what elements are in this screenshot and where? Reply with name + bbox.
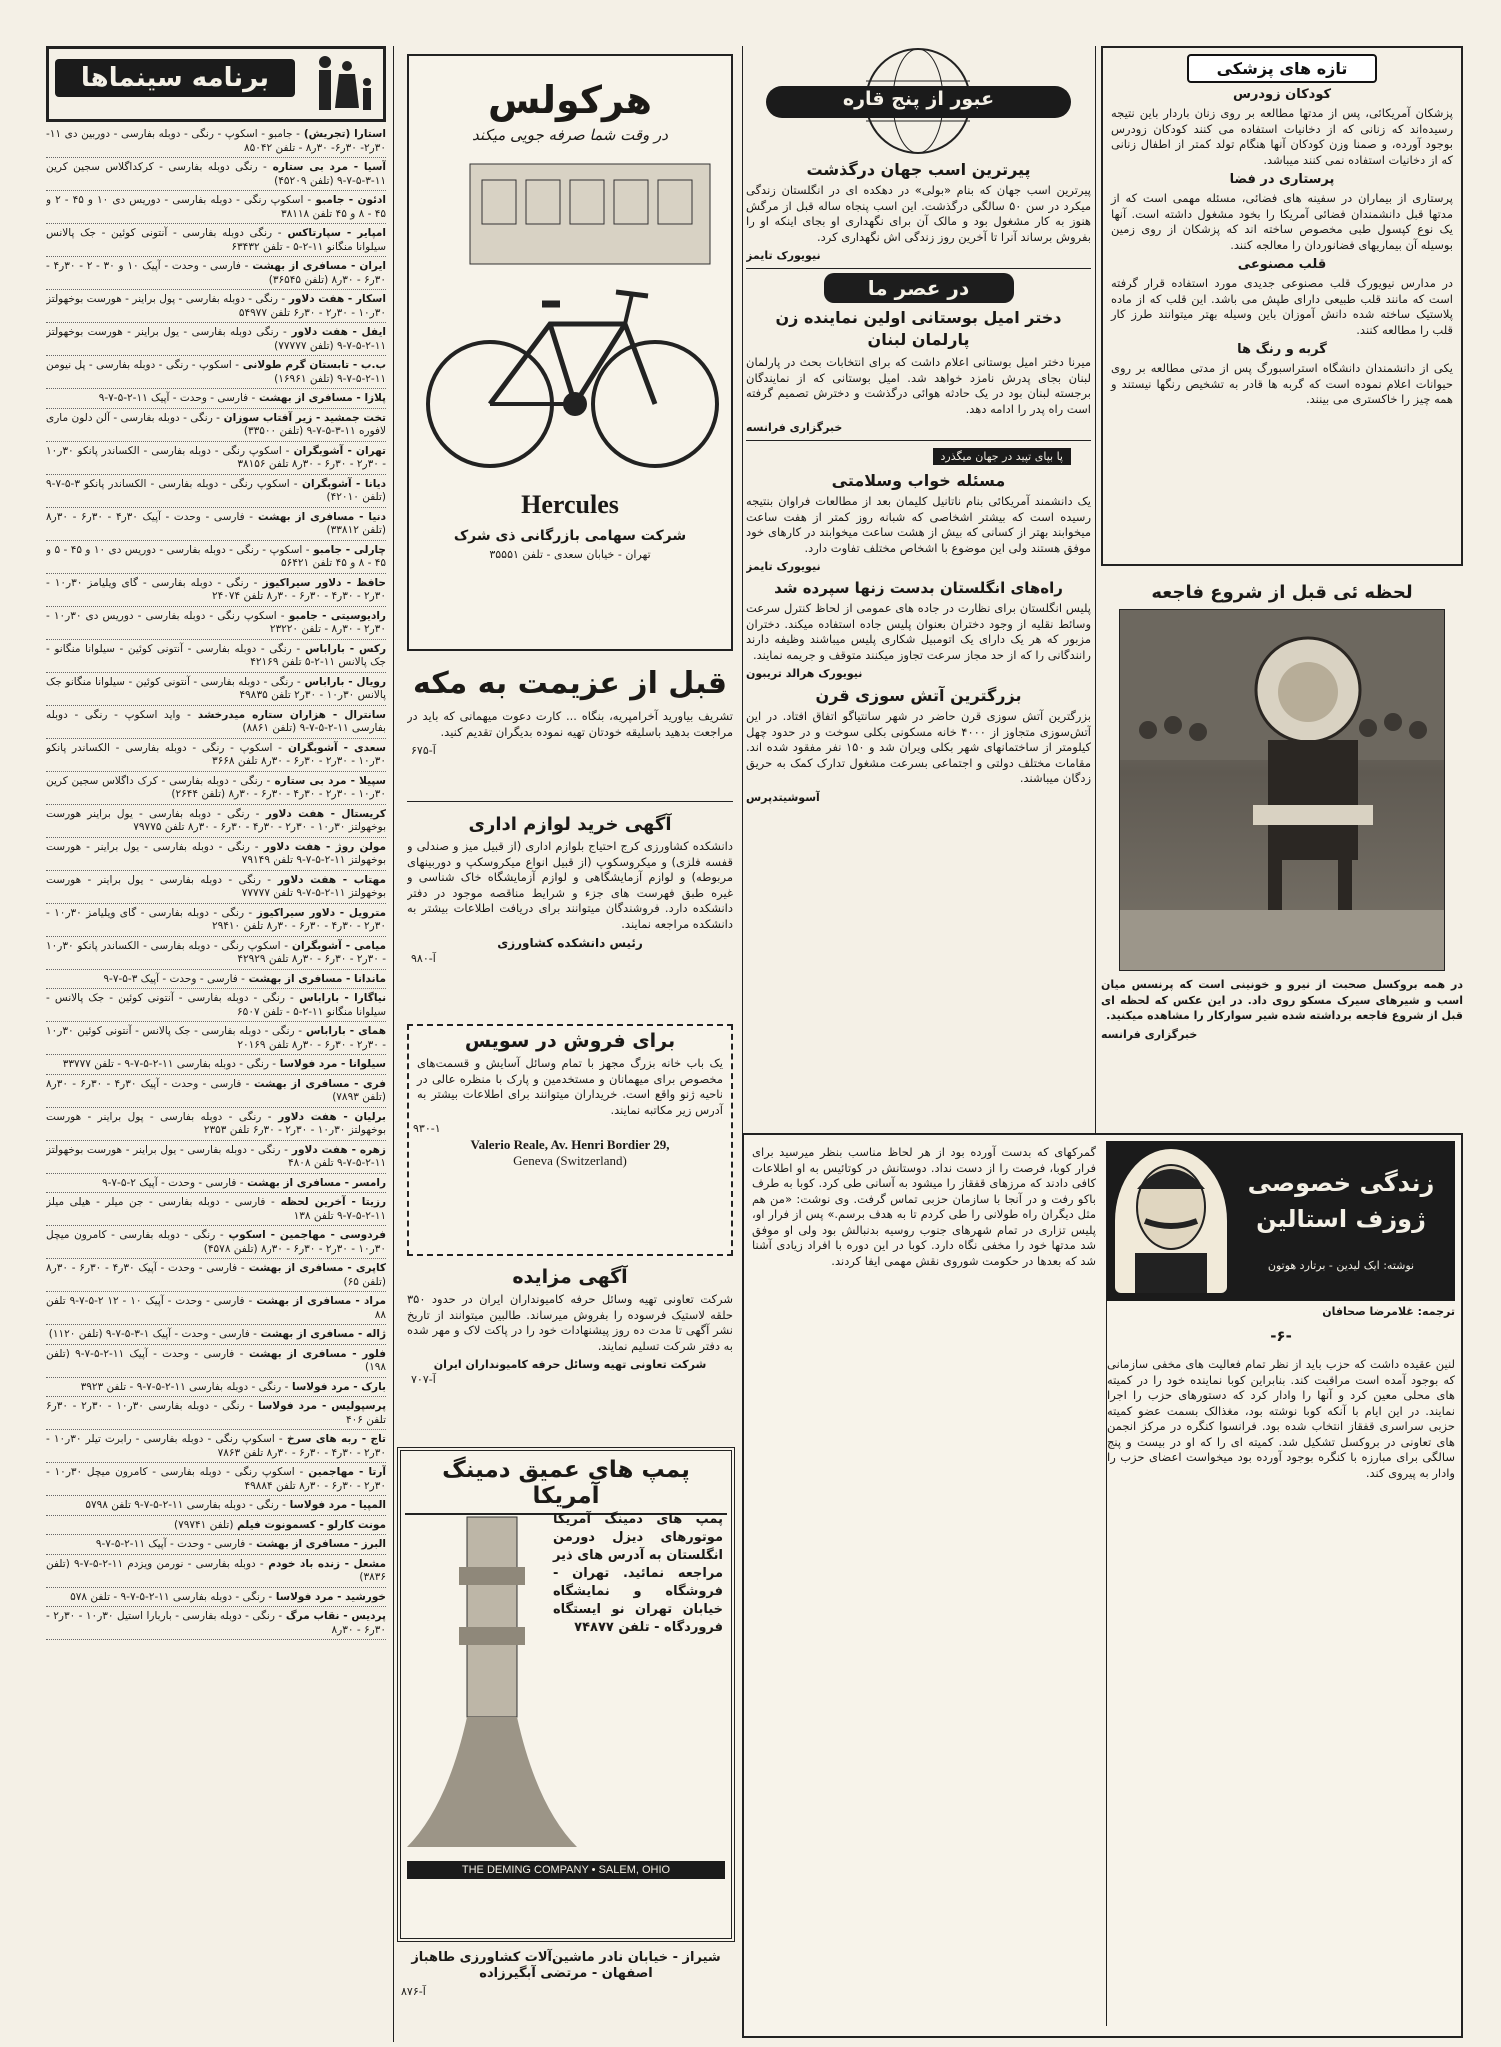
cinema-name: استارا (تجریش) <box>299 128 386 140</box>
cinema-details: - اسکوپ رنگی - دوبله بفارسی - الکساندر پانکو ۳-۵-۷-۹ (تلفن ۴۲۰۱۰) <box>46 477 386 503</box>
cinema-listing <box>46 511 386 541</box>
cinema-name: سپیلا - مرد بی ستاره <box>270 774 386 787</box>
pumps-code: آ-۸۷۶ <box>401 1985 426 1998</box>
swiss-address-line2: Geneva (Switzerland) <box>513 1153 627 1168</box>
cinema-name: ایران - مسافری از بهشت <box>248 260 386 272</box>
pumps-agents: شیراز - خیابان نادر ماشین‌آلات کشاورزی طاهباز اصفهان - مرتضی آبگیرزاده <box>411 1950 721 1981</box>
cinema-details: - فارسی - وحدت - آپیک ۳۰ر۴ - ۳۰ر۶ - ۳۰ر۸ (تلفن ۳۳۸۱۲) <box>46 510 386 536</box>
cinema-details: - رنگی - دوبله بفارسی - گای ویلیامز ۳۰ر۱۰ - ۳۰ر۲ - ۳۰ر۴ - ۳۰ر۶ - ۳۰ر۸ تلفن ۲۹۴۱۰ <box>46 906 386 932</box>
stalin-serial <box>742 1133 1463 2038</box>
tender-signature: رئیس دانشکده کشاورزی <box>497 936 643 950</box>
cinema-name: آرتا - مهاجمین <box>303 1466 386 1478</box>
cinema-listing <box>46 1400 386 1430</box>
cinema-name: مشعل - زنده باد خودم <box>263 1557 386 1570</box>
cinema-details: - فارسی - وحدت - آپیک ۱۰ - ۱۲ ۲-۵-۷-۹ تلفن ۸۸ <box>46 1295 386 1321</box>
cinema-listing <box>46 577 386 607</box>
cinema-name: فلور - مسافری از بهشت <box>243 1347 386 1360</box>
lion-photo-image <box>1119 610 1444 970</box>
medical-heading-heart: قلب مصنوعی <box>1237 257 1327 272</box>
medical-text-heart: در مدارس نیویورک قلب مصنوعی جدیدی مورد استفاده قرار گرفته است که مانند قلب طبیعی دارای طپش می باشد. این قلب که از ماده پلاستیک ساخته شده دانش آموزان باین وسیله بهتر میتوانند طرز کار قلب را مطالعه کنند. <box>1111 276 1453 337</box>
cinema-listing <box>46 1558 386 1588</box>
cinema-details: - رنگی - دوبله بفارسی - جک پالانس - آنتونی کوئین ۳۰ر۱۰ - ۳۰ر۲ - ۳۰ر۶ - ۳۰ر۸ تلفن ۲۰۱۶۹ <box>46 1025 386 1051</box>
mecca-code: آ-۶۷۵ <box>411 744 436 757</box>
cinema-listing <box>46 742 386 772</box>
cinema-listing <box>46 1466 386 1496</box>
tender-code: آ-۹۸۰ <box>411 952 436 965</box>
swiss-text: یک باب خانه بزرگ مجهز با تمام وسائل آسایش و قسمت‌های مخصوص برای میهمانان و مستخدمین و پارک با منظره عالی در ناحیه ژنو واقع است. خریداران میتوانند برای اطلاعات بیشتر به آدرس زیر مکاتبه نمایند. <box>417 1056 723 1117</box>
cinema-name: نیاگارا - باراباس <box>293 992 386 1004</box>
cinema-listing <box>46 1058 386 1075</box>
lion-title: لحظه ئی قبل از شروع فاجعه <box>1151 582 1413 603</box>
cinema-listing <box>46 610 386 640</box>
cinema-listing <box>46 1348 386 1378</box>
cinema-details: - فارسی - وحدت - آپیک ۱۱-۲-۵-۷-۹ <box>98 392 256 404</box>
cinema-name: سیلوانا - مرد فولاسا <box>276 1058 386 1070</box>
cinema-details: - رنگی دوبله بفارسی - کرکداگلاس سجین کرین ۱۱-۳-۵-۷-۹ (تلفن ۴۵۲۰۹) <box>46 161 386 187</box>
cinema-title: برنامه سینماها <box>55 59 295 97</box>
cinema-details: - رنگی - دوبله بفارسی - آنتونی کوئین - سیلوانا منگانو جک پالانس ۳۰ر۱۰ - ۳۰ر۲ تلفن ۴۹۸۳۵ <box>46 675 386 701</box>
cinema-details: - اسکوپ رنگی - دوبله بفارسی - کامرون میچل ۳۰ر۱۰ - ۳۰ر۲ - ۳۰ر۶ - ۳۰ر۸ تلفن ۴۹۸۸۴ <box>46 1466 386 1492</box>
horse-source: نیویورک تایمز <box>746 249 821 262</box>
cinema-name: مهتاب - هفت دلاور <box>271 873 386 886</box>
cinema-listing <box>46 1610 386 1640</box>
cinema-details: - اسکوپ - رنگی - دوبله بفارسی - پل نیومن ۱۱-۲-۵-۷-۹ (تلفن ۱۶۹۶۱) <box>46 359 386 385</box>
stalin-translator: ترجمه: غلامرضا صحافان <box>1322 1305 1455 1318</box>
cinema-details: - واید اسکوپ - رنگی - دوبله بفارسی ۱۱-۲-۵-۷-۹ (تلفن ۸۸۶۱) <box>46 708 386 734</box>
cinema-details: - رنگی - دوبله بفارسی ۱۱-۲-۵-۷-۹ - تلفن ۳۹۲۳ <box>80 1380 289 1393</box>
cinema-listing <box>46 412 386 442</box>
cinema-listing <box>46 676 386 706</box>
cinema-listing <box>46 940 386 970</box>
cinema-listing <box>46 194 386 224</box>
cinema-details: - فارسی - وحدت - آپیک ۱۱-۲-۵-۷-۹ <box>95 1538 253 1550</box>
cinema-listing <box>46 1111 386 1141</box>
cinema-details: - فارسی - وحدت - آپیک ۱۰ و ۳۰ - ۲ - ۳۰ر۴ - ۳۰ر۶ - ۳۰ر۸ (تلفن ۳۶۵۴۵) <box>46 260 386 286</box>
medical-heading-cats: گربه و رنگ ها <box>1237 342 1327 357</box>
cinema-details: - رنگی - دوبله بفارسی - کامرون میچل ۳۰ر۱۰ - ۳۰ر۲ - ۳۰ر۶ - ۳۰ر۸ (تلفن ۴۵۷۸) <box>46 1229 386 1255</box>
stalin-portrait <box>1115 1149 1227 1293</box>
bicycle-image <box>410 154 730 484</box>
tender-text: دانشکده کشاورزی کرج احتیاج بلوازم اداری (از قبیل میز و صندلی و قفسه فلزی) و میکروسکوپ (از قبیل انواع میکروسکپ و دوربینهای مربوطه) و لوازم آزمایشگاهی و لوازم آزمایشگاه خاک شناسی و غیره طبق فهرست های جزء و شرایط مناقصه موجود در دفتر دانشکده دارد. فروشندگان میتوانند برای دریافت اطلاعات بیشتر به دانشکده مراجعه نمایند. <box>407 839 733 931</box>
hercules-address: تهران - خیابان سعدی - تلفن ۳۵۵۵۱ <box>489 548 651 561</box>
hercules-agent: شرکت سهامی بازرگانی ذی شرک <box>453 528 687 544</box>
cinema-name: چارلی - جامبو <box>309 543 386 556</box>
cinema-header <box>46 46 386 122</box>
pump-image <box>407 1507 577 1857</box>
column-rule-2 <box>742 46 743 1133</box>
cinema-name: تاج - ربه های سرخ <box>282 1433 386 1445</box>
cinema-name: پلازا - مسافری از بهشت <box>255 392 386 404</box>
roads-text: پلیس انگلستان برای نظارت در جاده های عمومی از لحاظ کنترل سرعت وسائط نقلیه از وجود دختران بعنوان پلیس جاده استفاده میکند. دختران مزبور که هر یک دارای یک اتومبیل شکاری پلیس میباشند وظیفه دارند رانندگانی را که از حد مجاز سرعت تجاوز میکنند متوقف و جریمه نمایند. <box>746 601 1091 662</box>
cinema-listing <box>46 326 386 356</box>
cinema-details: - رنگی دوبله بفارسی - یول براینر - هورست بوخهولتز ۱۱-۲-۵-۷-۹ (تلفن ۷۷۷۷۷) <box>46 326 386 352</box>
cinema-details: - فارسی - وحدت - آپیک ۱۱-۲-۵-۷-۹ (تلفن ۱۹۸) <box>46 1347 386 1373</box>
cinema-details: - فارسی - دوبله بفارسی - جن میلر - هیلی میلز ۱۱-۲-۵-۷-۹ تلفن ۱۳۸ <box>46 1196 386 1222</box>
cinema-listing <box>46 775 386 805</box>
cinema-listing <box>46 1519 386 1536</box>
sleep-source: نیویورک تایمز <box>746 560 821 573</box>
lion-caption: در همه بروکسل صحبت از نیرو و خونینی است که پرنسس میان اسب و شیرهای سیرک مسکو روی داد. در این عکس که لحظه ای قبل از شروع فاجعه برداشته شده شیر سوارکار را مشاهده میکنید. <box>1101 978 1463 1022</box>
cinema-details: - اسکوپ رنگی - دوبله بفارسی - رابرت تیلر ۳۰ر۱۰ - ۳۰ر۲ - ۳۰ر۴ - ۳۰ر۶ - ۳۰ر۸ تلفن ۷۸۶۳ <box>46 1433 386 1459</box>
cinema-listing <box>46 1196 386 1226</box>
swiss-ad <box>407 1024 733 1256</box>
cinema-name: امپایر - سپارتاکس <box>281 227 386 239</box>
hercules-title: هرکولس <box>488 78 652 122</box>
cinema-name: ماندانا - مسافری از بهشت <box>244 972 386 985</box>
cinema-listing <box>46 992 386 1022</box>
roads-source: نیویورک هرالد تریبون <box>746 667 863 680</box>
cinema-details: - رنگی - دوبله بفارسی - باربارا استیل ۳۰ر۱۰ - ۳۰ر۲ - ۳۰ر۶ - ۳۰ر۸ <box>46 1610 386 1636</box>
cinema-listing <box>46 1591 386 1608</box>
mecca-ad <box>407 662 733 802</box>
cinema-name: رکس - باراباس <box>300 642 386 655</box>
cinema-name: ایفل - هفت دلاور <box>286 326 386 338</box>
fire-source: آسوشیتدپرس <box>746 790 820 804</box>
cinema-listing <box>46 1262 386 1292</box>
family-icon <box>307 52 377 114</box>
cinema-name: اسکار - هفت دلاور <box>285 293 386 305</box>
era-title: دختر امیل بوستانی اولین نماینده زن پارلمان لبنان <box>775 308 1062 349</box>
cinema-listing <box>46 445 386 475</box>
cinema-listing <box>46 874 386 904</box>
cinema-details: - رنگی - دوبله بفارسی - کرک داگلاس سجین کرین ۳۰ر۱۰ - ۳۰ر۲ - ۳۰ر۴ - ۳۰ر۶ - ۳۰ر۸ (تلفن ۲۶۴۴) <box>46 774 386 800</box>
stalin-portrait-image <box>1115 1149 1227 1293</box>
cinema-details: - فارسی - وحدت - آپیک ۳-۵-۷-۹ <box>103 972 245 985</box>
cinema-details: - فارسی - وحدت - آپیک ۲-۵-۷-۹ <box>101 1176 244 1189</box>
auction-title: آگهی مزایده <box>512 1266 628 1288</box>
cinema-details: - رنگی - دوبله بفارسی - یول براینر - هورست بوخهولتز ۱۱-۲-۵-۷-۹ تلفن ۴۸۰۸ <box>46 1143 386 1169</box>
swiss-code: ۹۳۰-۱ <box>413 1122 441 1135</box>
era-source: خبرگزاری فرانسه <box>746 421 843 434</box>
stalin-header <box>1107 1141 1455 1301</box>
cinema-details: - فارسی - وحدت - آپیک ۳۰ر۴ - ۳۰ر۶ - ۳۰ر۸ (تلفن ۶۵) <box>46 1262 386 1288</box>
stalin-text-col2: گمرکهای که بدست آورده بود از هر لحاظ مناسب بنظر میرسید برای فرار کوبا، فرصت را از دست نداد. دوستانش در کوتائیس به او اطلاعات کافی دادند که مرزهای قفقاز را میشود به آسانی طی کرد. کوبا به طرف باکو رفت و در آنجا با سازمان حزبی تماس گرفت. وی نوشت: «من هم مثل دیگران راه طولانی را طی کردم تا به هدف برسم.» پس از فرار او، پلیس تزاری در تمام شهرهای جنوب روسیه بدنبالش بود ولی او موفق شد مدتها خود را مخفی نگاه دارد. کوبا در این دوره با افراد زیادی آشنا شد که بعدها در حکومت شوروی نقش مهمی ایفا کردند. <box>752 1145 1096 1268</box>
medical-text-cats: یکی از دانشمندان دانشگاه استراسبورگ پس از مدتی مطالعه بر روی حیوانات اعلام نموده است که گربه ها قادر به تشخیص رنگها نیستند و همه چیز را خاکستری می بینند. <box>1111 361 1453 406</box>
cinema-details: - رنگی - دوبله بفارسی ۳۰ر۱۰ - ۳۰ر۲ - ۳۰ر۶ تلفن ۴۰۶ <box>46 1400 386 1426</box>
mecca-text: تشریف بیاورید آخرامپریه، بنگاه ... کارت دعوت میهمانی که باید در مراجعت بدهید باسلیقه خودتان تهیه نموده بدیگران تقدیم کنید. <box>407 709 733 739</box>
auction-text: شرکت تعاونی تهیه وسائل حرفه کامیونداران ایران در حدود ۳۵۰ حلقه لاستیک فرسوده را بفروش میرساند. طالبین میتوانند از تاریخ نشر آگهی تا مدت ده روز پیشنهادات خود را در پاکت لاک و مهر شده به دفتر شرکت تسلیم نمایند. <box>407 1292 733 1353</box>
cinema-details: - فارسی - وحدت - آپیک ۳۰ر۴ - ۳۰ر۶ - ۳۰ر۸ (تلفن ۷۸۹۳) <box>46 1077 386 1103</box>
cinema-name: پرسپولیس - مرد فولاسا <box>253 1400 386 1412</box>
medical-heading-premature: کودکان زودرس <box>1232 87 1332 102</box>
cinema-listing <box>46 1499 386 1516</box>
auction-ad <box>407 1262 733 1442</box>
cinema-listing <box>46 1025 386 1055</box>
era-text: میرنا دختر امیل بوستانی اعلام داشت که برای انتخابات بحث در پارلمان لبنان بجای پدرش نامزد خواهد شد. امیل بوستانی که از نمایندگان برجسته لبنان بود در یک حادثه هوائی درگذشت و دخترش تصمیم گرفته است راه پدر را ادامه دهد. <box>746 355 1091 416</box>
fire-title: بزرگترین آتش سوزی قرن <box>815 686 1022 705</box>
cinema-listing <box>46 1433 386 1463</box>
cinema-name: رویال - باراباس <box>300 675 386 688</box>
column-rule-3 <box>393 46 394 2042</box>
cinema-name: آسیا - مرد بی ستاره <box>266 161 386 173</box>
medical-heading-space: پرستاری در فضا <box>1229 172 1335 187</box>
cinema-listing <box>46 392 386 409</box>
pumps-agents-block <box>397 1944 735 2042</box>
cinema-name: برلیان - هفت دلاور <box>271 1110 386 1123</box>
stalin-title: زندگی خصوصی ژوزف استالین <box>1247 1169 1435 1233</box>
cinema-listing <box>46 841 386 871</box>
cinema-name: دنیا - مسافری از بهشت <box>253 510 386 523</box>
cinema-name: کاپری - مسافری از بهشت <box>244 1262 386 1274</box>
cinema-listing <box>46 1381 386 1398</box>
cinema-list <box>46 128 386 1640</box>
cinema-listing <box>46 1328 386 1345</box>
cinema-listing <box>46 1144 386 1174</box>
cinema-name: ب.ب - تابستان گرم طولانی <box>239 359 386 371</box>
cinema-listing <box>46 1078 386 1108</box>
cinema-details: - اسکوپ رنگی - دوبله بفارسی - دوریس دی ۱۰ و ۴۵ - ۲ و ۴۵ - ۸ و ۴۵ تلفن ۳۸۱۱۸ <box>46 194 386 220</box>
lion-source: خبرگزاری فرانسه <box>1101 1027 1198 1041</box>
cinema-name: ادئون - جامبو <box>311 194 386 206</box>
cinema-name: البرز - مسافری از بهشت <box>252 1538 386 1550</box>
medical-text-premature: پزشکان آمریکائی، پس از مدتها مطالعه بر روی زنان باردار باین نتیجه رسیده‌اند که زنانی که از دخانیات استفاده می کنند کودکان زودرس بوجود آورده، و صمنا وزن کودکان آنها هنگام تولد کمتر از اطفال زنانی که از دخانیات استفاده نمی کنند میباشد. <box>1111 106 1453 167</box>
cinema-name: دیانا - آشوبگران <box>297 477 386 490</box>
cinema-details: - فارسی - وحدت - آپیک ۱-۳-۵-۷-۹ (تلفن ۱۱۲۰) <box>48 1328 257 1340</box>
horse-banner <box>746 46 1091 156</box>
cinema-name: ژاله - مسافری از بهشت <box>256 1328 386 1340</box>
cinema-listing <box>46 1177 386 1194</box>
cinema-name: فردوسی - مهاجمین - اسکوپ <box>223 1229 386 1241</box>
cinema-listing <box>46 544 386 574</box>
cinema-listing <box>46 161 386 191</box>
column-rule-1 <box>1095 46 1096 1133</box>
cinema-name: سعدی - آشوبگران <box>281 741 386 754</box>
cinema-listing <box>46 293 386 323</box>
sleep-title: مسئله خواب وسلامتی <box>831 471 1006 490</box>
horse-text: پیرترین اسب جهان که بنام «بولی» در دهکده ای در انگلستان زندگی میکرد در سن ۵۰ سالگی درگذشت. این اسب پنجاه ساله قبل از مرگش هنوز به کار مشغول بود و مالک آن برای نگهداری او بجای اینکه او را بفروش برساند آنرا تا آخرین روز زندگی اش نگهداری کرد. <box>746 183 1091 244</box>
cinema-listing <box>46 1229 386 1259</box>
cinema-listing <box>46 643 386 673</box>
stalin-author: نوشته: ایک لیدین - برتارد هوتون <box>1267 1259 1415 1272</box>
cinema-column <box>46 46 386 2042</box>
cinema-details: - دوبله بفارسی - نورمن ویزدم ۱۱-۲-۵-۷-۹ (تلفن ۳۸۳۶) <box>46 1557 386 1583</box>
roads-title: راه‌های انگلستان بدست زنها سپرده شد <box>774 579 1063 597</box>
cinema-listing <box>46 808 386 838</box>
cinema-name: حافظ - دلاور سیراکیوز <box>257 576 386 589</box>
cinema-name: مونت کارلو - کسمونوت فیلم <box>233 1518 386 1531</box>
horse-title: پیرترین اسب جهان درگذشت <box>806 160 1031 179</box>
stalin-text-col1: لنین عقیده داشت که حزب باید از نظر تمام فعالیت های مخفی سازمانی که بوجود آمده است مراقبت کند. بنابراین کوبا نماینده خود را در کمیته های محلی معین کرد و آنها را وادار کرد که دستورهای حزب را اجرا نمایند. در این ایام با آنکه کوبا نوشته بود، مغذالک بسمت عضو کمیته حزبی سراسری قفقاز انتخاب شده بود. فرانسوا کنگره در مرکز انجمن های تعاونی در بروکسل تشکیل شد. کمیته ای را که او در بیست و پنج سالگی برای مبارزه با کنگره بوجود آورده بود میخواست اعضای حزب را وادار به پیروی کند. <box>1107 1357 1455 1480</box>
cinema-name: کریستال - هفت دلاور <box>259 807 386 820</box>
cinema-listing <box>46 1538 386 1555</box>
fire-text: بزرگترین آتش سوزی قرن حاضر در شهر سانتیاگو اتفاق افتاد. در این آتش‌سوزی متجاوز از ۴۰۰۰ خانه مسکونی بکلی سوخت و در حدود چهل کیلومتر از ساختمانهای شهر بکلی ویران شد و ۱۵۰ نفر مفقود شده اند. مقامات مختلف دولتی و اجتماعی بسرعت مشغول تدارک کمک به حریق زدگان میباشند. <box>746 709 1091 785</box>
hercules-ad <box>407 54 733 651</box>
pumps-ad <box>397 1447 735 1942</box>
cinema-name: زهره - هفت دلاور <box>287 1143 386 1156</box>
pumps-plate: THE DEMING COMPANY • SALEM, OHIO <box>407 1861 725 1879</box>
cinema-name: رادیوسیتی - جامبو <box>284 609 386 622</box>
cinema-name: رامسر - مسافری از بهشت <box>243 1176 386 1189</box>
cinema-details: - رنگی - دوبله بفارسی - آلن دلون ماری لافوره ۱۱-۳-۵-۷-۹ (تلفن ۳۳۵۰۰) <box>46 411 386 437</box>
cinema-listing <box>46 973 386 990</box>
cinema-details: - رنگی - دوبله بفارسی - یول براینر - هورست بوخهولتز ۱۱-۲-۵-۷-۹ تلفن ۷۹۱۴۹ <box>46 840 386 866</box>
medical-text-space: پرستاری از بیماران در سفینه های فضائی، مسئله مهمی است که از مدتها قبل دانشمندان فضائی آمریکا را بخود مشغول داشته است. آنها یک نوع کپسول طبی مخصوص ساخته اند که پزشکان از روی زمین بوسیله آن بیماریهای فضانوردان را معالجه کنند. <box>1111 191 1453 252</box>
cinema-details: - رنگی - دوبله بفارسی - پول براینر - هورست بوخهولتز ۳۰ر۱۰ - ۳۰ر۲ - ۳۰ر۶ تلفن ۵۴۹۷۷ <box>46 293 386 319</box>
era-banner: در عصر ما <box>824 273 1014 303</box>
news-column <box>746 46 1091 1133</box>
lion-photo <box>1119 609 1445 971</box>
sleep-tag: پا بپای تپید در جهان میگذرد <box>933 448 1072 465</box>
hercules-brand: Hercules <box>521 490 619 519</box>
cinema-details: - رنگی - دوبله بفارسی ۱۱-۲-۵-۷-۹ - تلفن ۳۳۷۷۷ <box>62 1058 277 1070</box>
medical-box <box>1101 46 1463 566</box>
cinema-listing <box>46 907 386 937</box>
cinema-name: رزیتا - آخرین لحظه <box>274 1196 386 1208</box>
cinema-name: خورشید - مرد فولاسا <box>272 1590 386 1603</box>
cinema-name: مترویل - دلاور سیراکیوز <box>252 906 386 919</box>
cinema-details: (تلفن ۷۹۷۴۱) <box>173 1518 234 1531</box>
medical-column <box>1101 46 1463 1086</box>
cinema-details: - رنگی - دوبله بفارسی - یول براینر هورست بوخهولتز ۳۰ر۱۰ - ۳۰ر۲ - ۳۰ر۴ - ۳۰ر۶ - ۳۰ر۸ تلفن ۷۹۷۷۵ <box>46 807 386 833</box>
swiss-title: برای فروش در سویس <box>464 1030 676 1052</box>
cinema-details: - اسکوپ - رنگی - دوبله بفارسی - دوریس دی ۱۰ و ۴۵ - ۵ و ۴۵ - ۸ و ۴۵ تلفن ۵۶۴۲۱ <box>46 543 386 569</box>
cinema-details: - رنگی - دوبله بفارسی - یول براینر - هورست بوخهولتز ۱۱-۲-۵-۷-۹ تلفن ۷۷۷۷۷ <box>46 873 386 899</box>
cinema-details: - اسکوپ رنگی - دوبله بفارسی - الکساندر پانکو ۳۰ر۱۰ - ۳۰ر۲ - ۳۰ر۶ - ۳۰ر۸ تلفن ۴۲۹۲۹ <box>46 939 386 965</box>
cinema-name: تهران - آشوبگران <box>289 444 386 457</box>
cinema-details: - رنگی - دوبله بفارسی - آنتونی کوئین - سیلوانا منگانو - جک پالانس ۱۱-۲-۵ تلفن ۴۲۱۶۹ <box>46 642 386 668</box>
cinema-listing <box>46 478 386 508</box>
cinema-name: مولن روژ - هفت دلاور <box>258 840 386 853</box>
cinema-details: - اسکوپ رنگی - دوبله بفارسی - الکساندر پانکو ۳۰ر۱۰ - ۳۰ر۲ - ۳۰ر۶ - ۳۰ر۸ تلفن ۳۸۱۵۶ <box>46 444 386 470</box>
swiss-address-line1: Valerio Reale, Av. Henri Bordier 29, <box>470 1137 670 1152</box>
cinema-details: - اسکوپ رنگی - دوبله بفارسی - دوریس دی ۳۰ر۱۰ - ۳۰ر۲ - ۳۰ر۸ - تلفن ۲۳۲۲۰ <box>46 609 386 635</box>
cinema-name: میامی - آشوبگران <box>288 939 386 952</box>
cinema-listing <box>46 128 386 158</box>
cinema-details: - جامبو - اسکوپ - رنگی - دوبله بفارسی - دوربین دی ۱۱- ۳۰ر۲- ۳۰ر۶- ۳۰ر۸ - تلفن ۸۵۰۴۲ <box>46 128 386 154</box>
cinema-details: - رنگی - دوبله بفارسی - گای ویلیامز ۳۰ر۱۰ - ۳۰ر۲ - ۳۰ر۴ - ۳۰ر۶ - ۳۰ر۸ تلفن ۲۴۰۷۴ <box>46 576 386 602</box>
cinema-details: - رنگی - دوبله بفارسی ۱۱-۲-۵-۷-۹ تلفن ۵۷۹۸ <box>85 1499 286 1511</box>
cinema-details: - رنگی - دوبله بفارسی - پول براینر - هورست بوخهولتز ۳۰ر۱۰ - ۳۰ر۲ - ۳۰ر۶ تلفن ۲۳۵۳ <box>46 1110 386 1136</box>
cinema-details: - اسکوپ - رنگی - دوبله بفارسی - الکساندر پانکو ۳۰ر۱۰ - ۳۰ر۲ - ۳۰ر۶ - ۳۰ر۸ تلفن ۳۶۶۸ <box>46 741 386 767</box>
cinema-name: بارک - مرد فولاسا <box>288 1380 386 1393</box>
cinema-listing <box>46 260 386 290</box>
cinema-details: - رنگی دوبله بفارسی - آنتونی کوئین - جک پالانس سیلوانا منگانو ۱۱-۲-۵ - تلفن ۶۳۴۳۲ <box>46 227 386 253</box>
cinema-listing <box>46 359 386 389</box>
cinema-listing <box>46 709 386 739</box>
stalin-part: -۶- <box>1270 1327 1292 1345</box>
cinema-name: فری - مسافری از بهشت <box>249 1077 386 1090</box>
horse-banner-label: عبور از پنج قاره <box>842 88 995 110</box>
pumps-title: پمپ های عمیق دمینگ آمریکا <box>405 1457 727 1515</box>
cinema-name: المپیا - مرد فولاسا <box>285 1499 386 1511</box>
cinema-name: پردیس - نقاب مرگ <box>282 1610 386 1622</box>
mecca-title: قبل از عزیمت به مکه <box>413 666 727 701</box>
auction-code: آ-۷۰۷ <box>411 1373 436 1386</box>
cinema-name: سانترال - هزاران ستاره میدرخشد <box>190 708 386 721</box>
cinema-listing <box>46 227 386 257</box>
cinema-listing <box>46 1295 386 1325</box>
tender-ad <box>407 810 733 1010</box>
cinema-details: - رنگی - دوبله بفارسی ۱۱-۲-۵-۷-۹ - تلفن ۵۷۸ <box>70 1590 273 1603</box>
sleep-text: یک دانشمند آمریکائی بنام ناتانیل کلیمان بعد از مطالعات فراوان بنتیجه رسیده است که بیشتر اشخاصی که شبانه روز کمتر از هفت ساعت میخوابند بهتر از کسانی که بیش از هشت ساعت میخوابند در کارهای خود موفق هستند ولی این موضوع با اشخاص مختلف تفاوت دارد. <box>746 494 1091 555</box>
cinema-details: - رنگی - دوبله بفارسی - آنتونی کوئین - جک پالانس - سیلوانا منگانو ۱۱-۲-۵ - تلفن ۶۵۰۷ <box>46 992 386 1018</box>
cinema-name: مراد - مسافری از بهشت <box>252 1295 386 1307</box>
cinema-name: همای - باراباس <box>302 1025 386 1037</box>
medical-banner: تازه های پزشکی <box>1187 54 1377 83</box>
cinema-name: تخت جمشید - زیر آفتاب سوزان <box>219 411 386 424</box>
pumps-text: پمپ های دمینگ آمریکا موتورهای دیزل دورمن انگلستان به آدرس های ذیر مراجعه نمائید. تهران - فروشگاه و نمایشگاه خیابان تهران نو ایستگاه فروردگاه - تلفن ۷۴۸۷۷ <box>553 1512 723 1635</box>
tender-title: آگهی خرید لوازم اداری <box>468 814 672 835</box>
hercules-subtitle: در وقت شما صرفه جویی میکند <box>472 126 668 144</box>
auction-signature: شرکت تعاونی تهیه وسائل حرفه کامیونداران ایران <box>433 1358 707 1371</box>
